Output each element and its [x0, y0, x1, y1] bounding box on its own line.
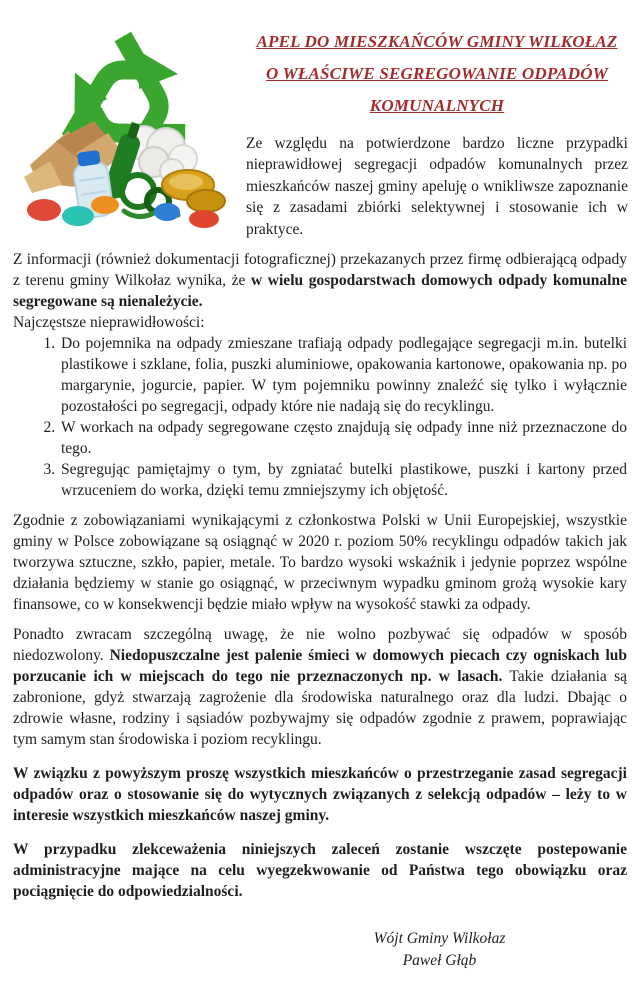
title-line-3: KOMUNALNYCH [369, 96, 505, 115]
title-line-1: APEL DO MIESZKAŃCÓW GMINY WILKOŁAZ [256, 32, 618, 51]
paragraph-illegal-disposal: Ponadto zwracam szczególną uwagę, że nie wolno pozbywać się odpadów w sposób niedozwolony. Niedopuszczalne jest palenie śmieci w domowych piecach czy ogniskach lub porzucanie ich w miejscach do tego nie przeznaczonych np. w lasach. Takie działania są zabronione, gdyż stwarzają zagrożenie dla środowiska naturalnego oraz dla ludzi. Dbając o zdrowie własne, rodziny i sąsiadów pozbywajmy się odpadów zgodnie z prawem, poprawiając tym samym stan środowiska i poziom recyklingu. [13, 626, 628, 749]
recycling-symbol-icon [16, 12, 236, 234]
document-title [246, 26, 628, 122]
header-text-column [236, 12, 628, 240]
list-item-1: 1. Do pojemnika na odpady zmieszane trafiają odpady podlegające segregacji m.in. butelki plastikowe i szklane, folia, puszki aluminiowe, opakowania kartonowe, opakowania np. po margarynie, jogurcie, papier. W tym pojemniku powinny znaleźć się tylko i wyłącznie pozostałości po segregacji, odpady które nie nadają się do recyklingu. [59, 333, 627, 417]
signature-title: Wójt Gminy Wilkołaz [373, 930, 506, 948]
violations-heading: Najczęstsze nieprawidłowości: [13, 314, 205, 332]
paragraph-request: W związku z powyższym proszę wszystkich mieszkańców o przestrzeganie zasad segregacji odpadów oraz o stosowanie się do wytycznych związanych z selekcją odpadów – leży to w interesie wszystkich mieszkańców naszej gminy. [13, 765, 627, 825]
title-line-2: O WŁAŚCIWE SEGREGOWANIE ODPADÓW [265, 64, 609, 83]
paragraph-eu-recycling: Zgodnie z zobowiązaniami wynikającymi z członkostwa Polski w Unii Europejskiej, wszystkie gminy w Polsce zobowiązane są osiągnąć w 2020 r. poziom 50% recyklingu odpadów takich jak tworzywa sztuczne, szkło, papier, metale. To bardzo wysoki wskaźnik i jedynie poprzez wspólne działania będziemy w stanie go osiągnąć, w przeciwnym wypadku gminom grożą wysokie kary finansowe, co w konsekwencji będzie miało wpływ na wysokość stawki za odpady. [13, 512, 627, 614]
list-item-3: 3. Segregując pamiętajmy o tym, by zgniatać butelki plastikowe, puszki i kartony przed wrzuceniem do worka, dzięki temu zmniejszymy ich objętość. [59, 459, 627, 501]
waste-pile [24, 120, 225, 228]
document-header [0, 0, 640, 240]
signature-name: Paweł Głąb [402, 952, 477, 970]
intro-paragraph: Ze względu na potwierdzone bardzo liczne przypadki nieprawidłowej segregacji odpadów komunalnych przez mieszkańców naszej gminy apeluję o wnikliwsze zapoznanie się z zasadami zbiórki selektywnej i stosowanie ich w praktyce. [246, 135, 628, 238]
recycling-waste-image [16, 12, 236, 234]
signature-block [312, 928, 567, 972]
paragraph-enforcement: W przypadku zlekceważenia niniejszych zaleceń zostanie wszczęte postepowanie administracyjne mające na celu wyegzekwowanie od Państwa tego obowiązku oraz pociągnięcie do odpowiedzialności. [13, 841, 627, 901]
document-body [0, 249, 640, 972]
list-item-2: 2. W workach na odpady segregowane często znajdują się odpady inne niż przeznaczone do tego. [59, 417, 627, 459]
paragraph-info: Z informacji (również dokumentacji fotograficznej) przekazanych przez firmę odbierającą odpady z terenu gminy Wilkołaz wynika, że w wielu gospodarstwach domowych odpady komunalne segregowane są nienależycie. [13, 251, 627, 311]
violations-list [13, 333, 627, 501]
